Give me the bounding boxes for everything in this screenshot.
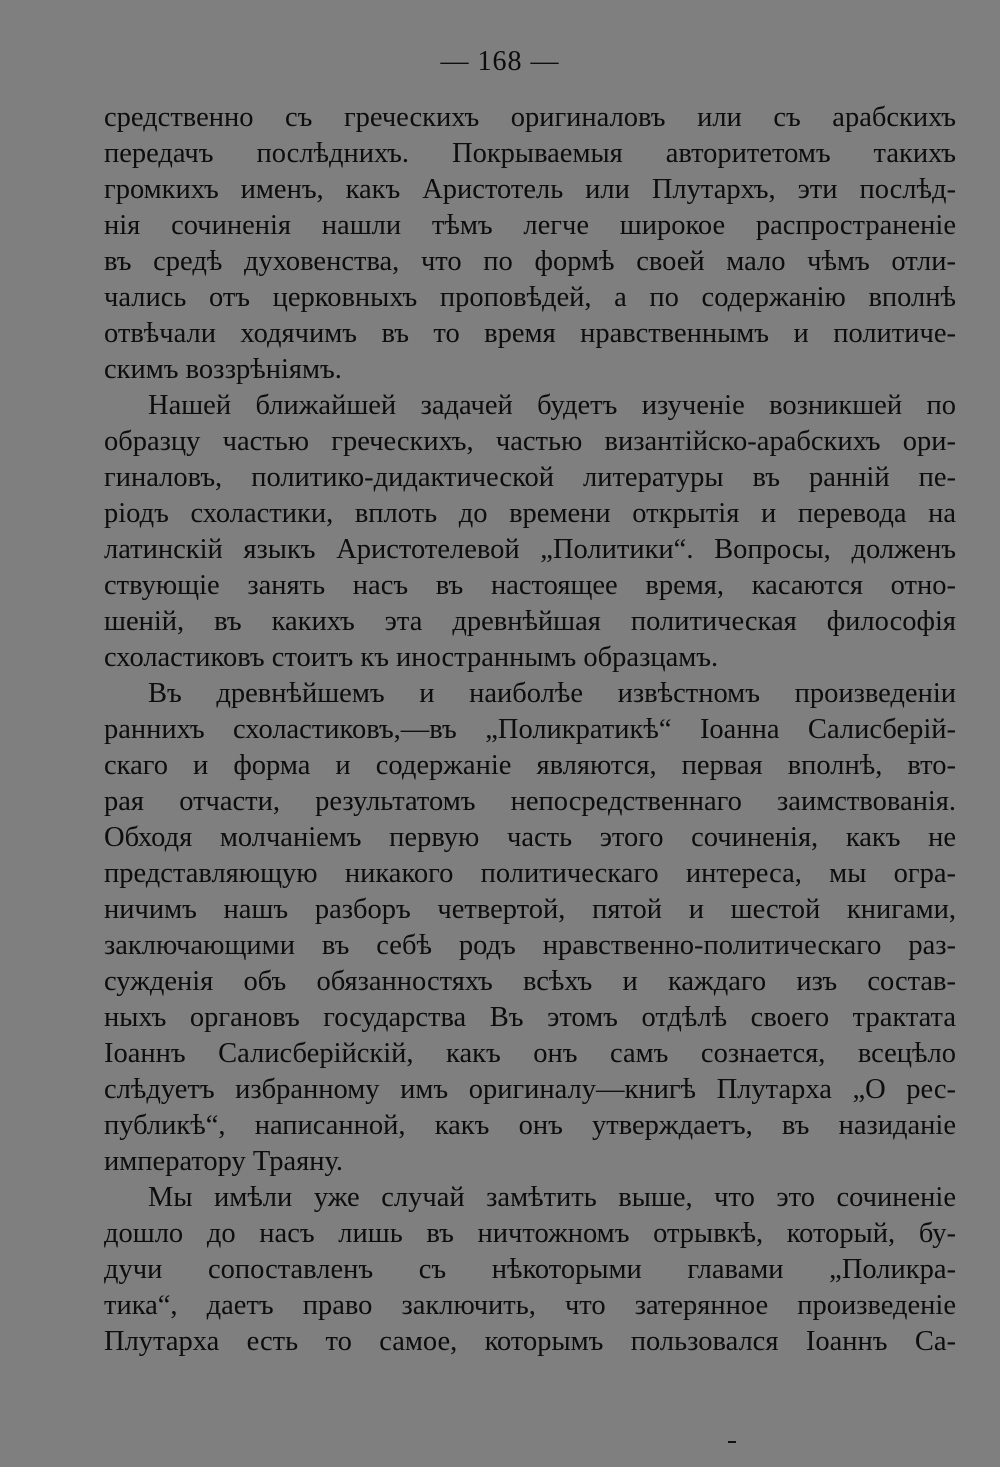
text-line: сужденія объ обязанностяхъ всѣхъ и каждаго изъ состав- <box>104 966 956 997</box>
text-line: скаго и форма и содержаніе являются, первая вполнѣ, вто- <box>104 750 956 781</box>
text-line: скимъ воззрѣніямъ. <box>104 354 342 385</box>
text-line: ничимъ нашъ разборъ четвертой, пятой и шестой книгами, <box>104 894 956 925</box>
text-line: образцу частью греческихъ, частью византійско-арабскихъ ори- <box>104 426 956 457</box>
book-text <box>104 100 956 1360</box>
paragraph-2 <box>104 388 956 676</box>
text-line: нія сочиненія нашли тѣмъ легче широкое распространеніе <box>104 210 956 241</box>
text-line: заключающими въ себѣ родъ нравственно-политическаго раз- <box>104 930 956 961</box>
text-line: гиналовъ, политико-дидактической литературы въ ранній пе- <box>104 462 956 493</box>
text-line: раннихъ схоластиковъ,—въ „Поликратикѣ“ Іоанна Салисберій- <box>104 714 956 745</box>
text-line: громкихъ именъ, какъ Аристотель или Плутархъ, эти послѣд- <box>104 174 956 205</box>
text-line: Плутарха есть то самое, которымъ пользовался Іоаннъ Са- <box>104 1326 956 1357</box>
print-speck <box>728 1441 736 1443</box>
text-line: въ средѣ духовенства, что по формѣ своей мало чѣмъ отли- <box>104 246 956 277</box>
text-line: латинскій языкъ Аристотелевой „Политики“. Вопросы, долженъ <box>104 534 956 565</box>
text-line: дучи сопоставленъ съ нѣкоторыми главами „Поликра- <box>104 1254 956 1285</box>
text-line: ныхъ органовъ государства Въ этомъ отдѣлѣ своего трактата <box>104 1002 956 1033</box>
text-line: отвѣчали ходячимъ въ то время нравственнымъ и политиче- <box>104 318 956 349</box>
paragraph-1 <box>104 100 956 388</box>
text-line: ріодъ схоластики, вплоть до времени открытія и перевода на <box>104 498 956 529</box>
text-line: передачъ послѣднихъ. Покрываемыя авторитетомъ такихъ <box>104 138 956 169</box>
text-line: представляющую никакого политическаго интереса, мы огра- <box>104 858 956 889</box>
text-line: чались отъ церковныхъ проповѣдей, а по содержанію вполнѣ <box>104 282 956 313</box>
text-line: ствующіе занять насъ въ настоящее время, касаются отно- <box>104 570 956 601</box>
text-line: Въ древнѣйшемъ и наиболѣе извѣстномъ произведеніи <box>148 678 956 709</box>
text-line: Нашей ближайшей задачей будетъ изученіе возникшей по <box>148 390 956 421</box>
paragraph-4 <box>104 1180 956 1360</box>
paragraph-3 <box>104 676 956 1180</box>
text-line: рая отчасти, результатомъ непосредственнаго заимствованія. <box>104 786 956 817</box>
text-line: публикѣ“, написанной, какъ онъ утверждаетъ, въ назиданіе <box>104 1110 956 1141</box>
text-line: средственно съ греческихъ оригиналовъ или съ арабскихъ <box>104 102 956 133</box>
text-line: шеній, въ какихъ эта древнѣйшая политическая философія <box>104 606 956 637</box>
text-line: слѣдуетъ избранному имъ оригиналу—книгѣ Плутарха „О рес- <box>104 1074 956 1105</box>
text-line: императору Траяну. <box>104 1146 344 1177</box>
text-line: тика“, даетъ право заключить, что затерянное произведеніе <box>104 1290 956 1321</box>
text-line: Мы имѣли уже случай замѣтить выше, что это сочиненіе <box>148 1182 956 1213</box>
page-number: — 168 — <box>440 46 560 77</box>
text-line: дошло до насъ лишь въ ничтожномъ отрывкѣ, который, бу- <box>104 1218 956 1249</box>
text-line: Іоаннъ Салисберійскій, какъ онъ самъ сознается, всецѣло <box>104 1038 956 1069</box>
text-line: Обходя молчаніемъ первую часть этого сочиненія, какъ не <box>104 822 956 853</box>
text-line: схоластиковъ стоитъ къ иностраннымъ образцамъ. <box>104 642 719 673</box>
